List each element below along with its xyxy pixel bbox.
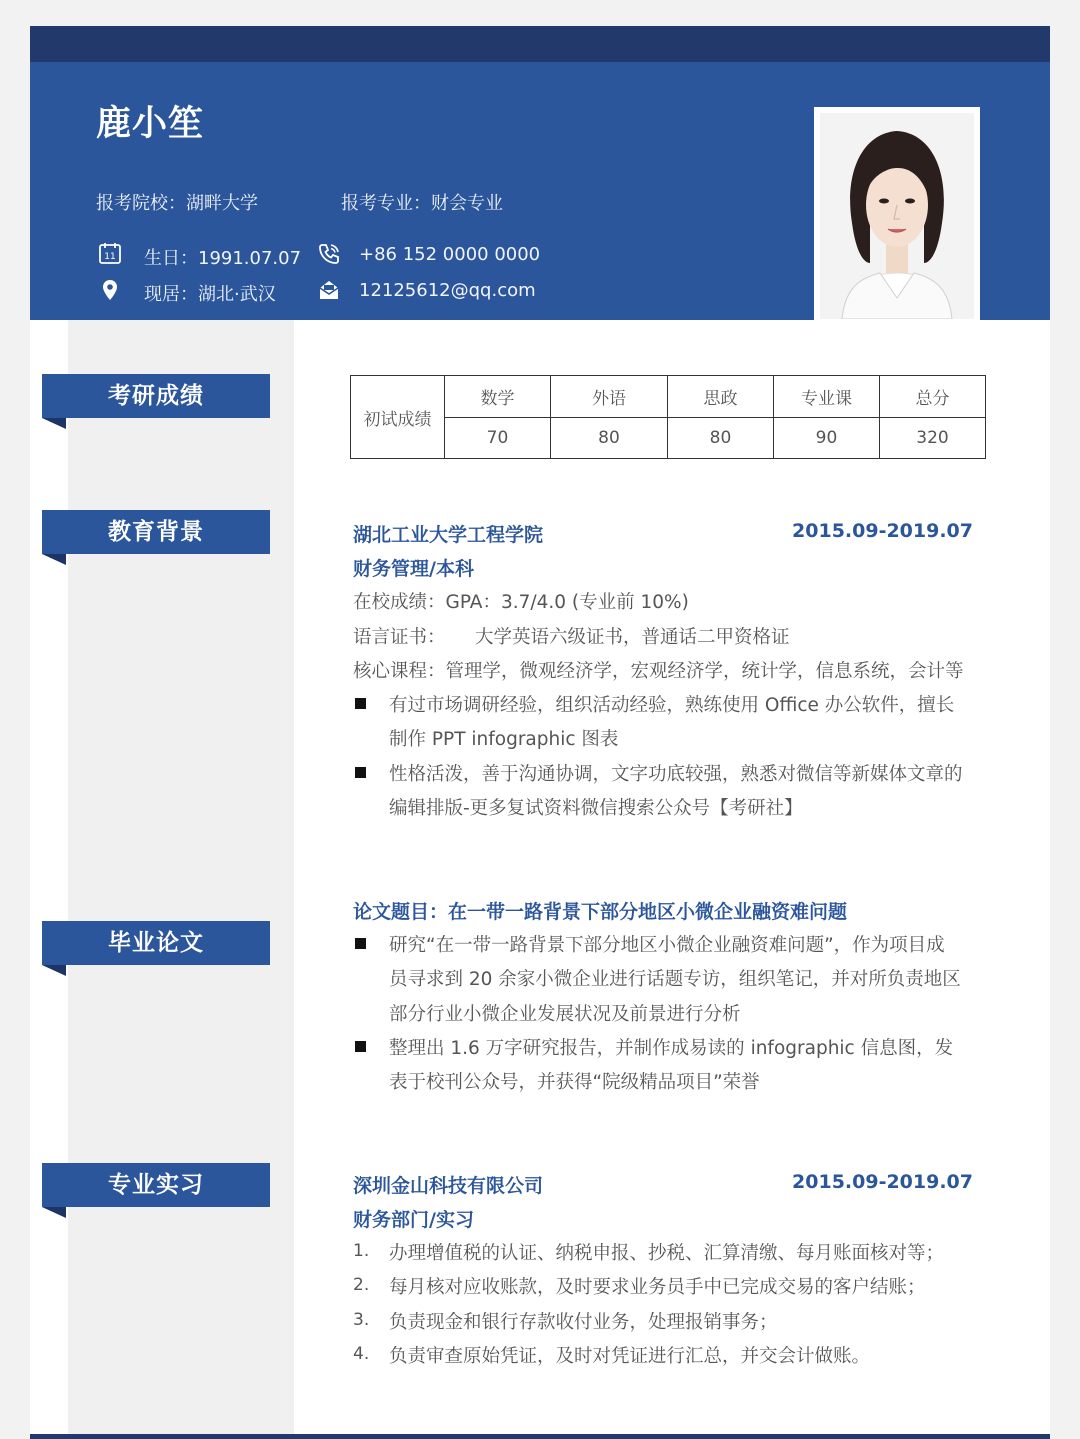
target-school: 报考院校：湖畔大学 [96,193,258,214]
top-strip [30,26,1050,62]
internship-item-2-text: 每月核对应收账款，及时要求业务员手中已完成交易的客户结账； [389,1277,926,1298]
scores-row-label: 初试成绩 [351,376,445,459]
internship-item-4-number: 4. [353,1344,370,1364]
score-value-foreign-language: 80 [551,417,668,459]
section-internship [42,1163,272,1217]
bullet-icon [355,938,366,949]
email-address: 12125612@qq.com [359,280,536,301]
score-header-politics: 思政 [668,376,774,418]
resume-header [30,62,1050,320]
bottom-strip [30,1434,1050,1439]
section-thesis-title: 毕业论文 [42,921,270,965]
thesis-bullet-2-line-2: 表于校刊公众号，并获得“院级精品项目”荣誉 [389,1072,760,1093]
internship-item-2-number: 2. [353,1275,370,1295]
score-value-total: 320 [880,417,986,459]
phone-number: +86 152 0000 0000 [359,244,541,265]
score-value-major-course: 90 [774,417,880,459]
bullet-icon [355,698,366,709]
applicant-name: 鹿小笙 [96,104,205,144]
education-language: 大学英语六级证书，普通话二甲资格证 [475,627,790,648]
thesis-bullet-1-line-1: 研究“在一带一路背景下部分地区小微企业融资难问题”，作为项目成 [389,935,945,956]
education-gpa: 在校成绩：GPA：3.7/4.0 (专业前 10%) [353,592,689,613]
education-language-label: 语言证书： [353,627,446,648]
internship-item-1-text: 办理增值税的认证、纳税申报、抄税、汇算清缴、每月账面核对等； [389,1243,945,1264]
profile-photo [820,113,974,319]
photo-frame [814,107,980,325]
email-icon [317,278,341,302]
scores-table [350,375,986,459]
thesis-title: 论文题目：在一带一路背景下部分地区小微企业融资难问题 [353,901,848,923]
score-header-major-course: 专业课 [774,376,880,418]
calendar-icon [98,242,122,266]
thesis-bullet-1-line-2: 员寻求到 20 余家小微企业进行话题专访，组织笔记，并对所负责地区 [389,969,961,990]
internship-company: 深圳金山科技有限公司 [353,1175,544,1197]
section-thesis [42,921,272,975]
section-internship-title: 专业实习 [42,1163,270,1207]
section-scores [42,374,272,428]
score-value-math: 70 [445,417,551,459]
section-education [42,510,272,564]
education-school: 湖北工业大学工程学院 [353,524,544,546]
education-bullet-1-line-1: 有过市场调研经验，组织活动经验，熟练使用 Office 办公软件，擅长 [389,695,955,716]
internship-date: 2015.09-2019.07 [792,1171,973,1193]
education-bullet-1-line-2: 制作 PPT infographic 图表 [389,729,619,750]
target-major: 报考专业：财会专业 [341,193,503,214]
ribbon-fold [42,965,66,976]
score-value-politics: 80 [668,417,774,459]
score-header-foreign-language: 外语 [551,376,668,418]
education-courses: 核心课程：管理学，微观经济学，宏观经济学，统计学，信息系统，会计等 [353,661,964,682]
ribbon-fold [42,1207,66,1218]
internship-item-3-number: 3. [353,1310,370,1330]
score-header-total: 总分 [880,376,986,418]
residence: 现居：湖北·武汉 [144,284,276,305]
education-major: 财务管理/本科 [353,558,474,580]
left-sidebar [68,320,294,1439]
calendar-day: 11 [104,252,116,262]
birthday: 生日：1991.07.07 [144,248,302,269]
ribbon-fold [42,418,66,429]
thesis-bullet-1-line-3: 部分行业小微企业发展状况及前景进行分析 [389,1004,741,1025]
internship-item-3-text: 负责现金和银行存款收付业务，处理报销事务； [389,1312,778,1333]
thesis-bullet-2-line-1: 整理出 1.6 万字研究报告，并制作成易读的 infographic 信息图，发 [389,1038,954,1059]
internship-role: 财务部门/实习 [353,1209,474,1231]
education-date: 2015.09-2019.07 [792,520,973,542]
section-education-title: 教育背景 [42,510,270,554]
ribbon-fold [42,554,66,565]
internship-item-1-number: 1. [353,1241,370,1261]
internship-item-4-text: 负责审查原始凭证，及时对凭证进行汇总，并交会计做账。 [389,1346,871,1367]
bullet-icon [355,1041,366,1052]
phone-icon [317,242,341,266]
education-bullet-2-line-1: 性格活泼，善于沟通协调，文字功底较强，熟悉对微信等新媒体文章的 [389,764,963,785]
section-scores-title: 考研成绩 [42,374,270,418]
score-header-math: 数学 [445,376,551,418]
bullet-icon [355,767,366,778]
location-icon [98,278,122,302]
resume-page [30,26,1050,1439]
education-bullet-2-line-2: 编辑排版-更多复试资料微信搜索公众号【考研社】 [389,798,803,819]
